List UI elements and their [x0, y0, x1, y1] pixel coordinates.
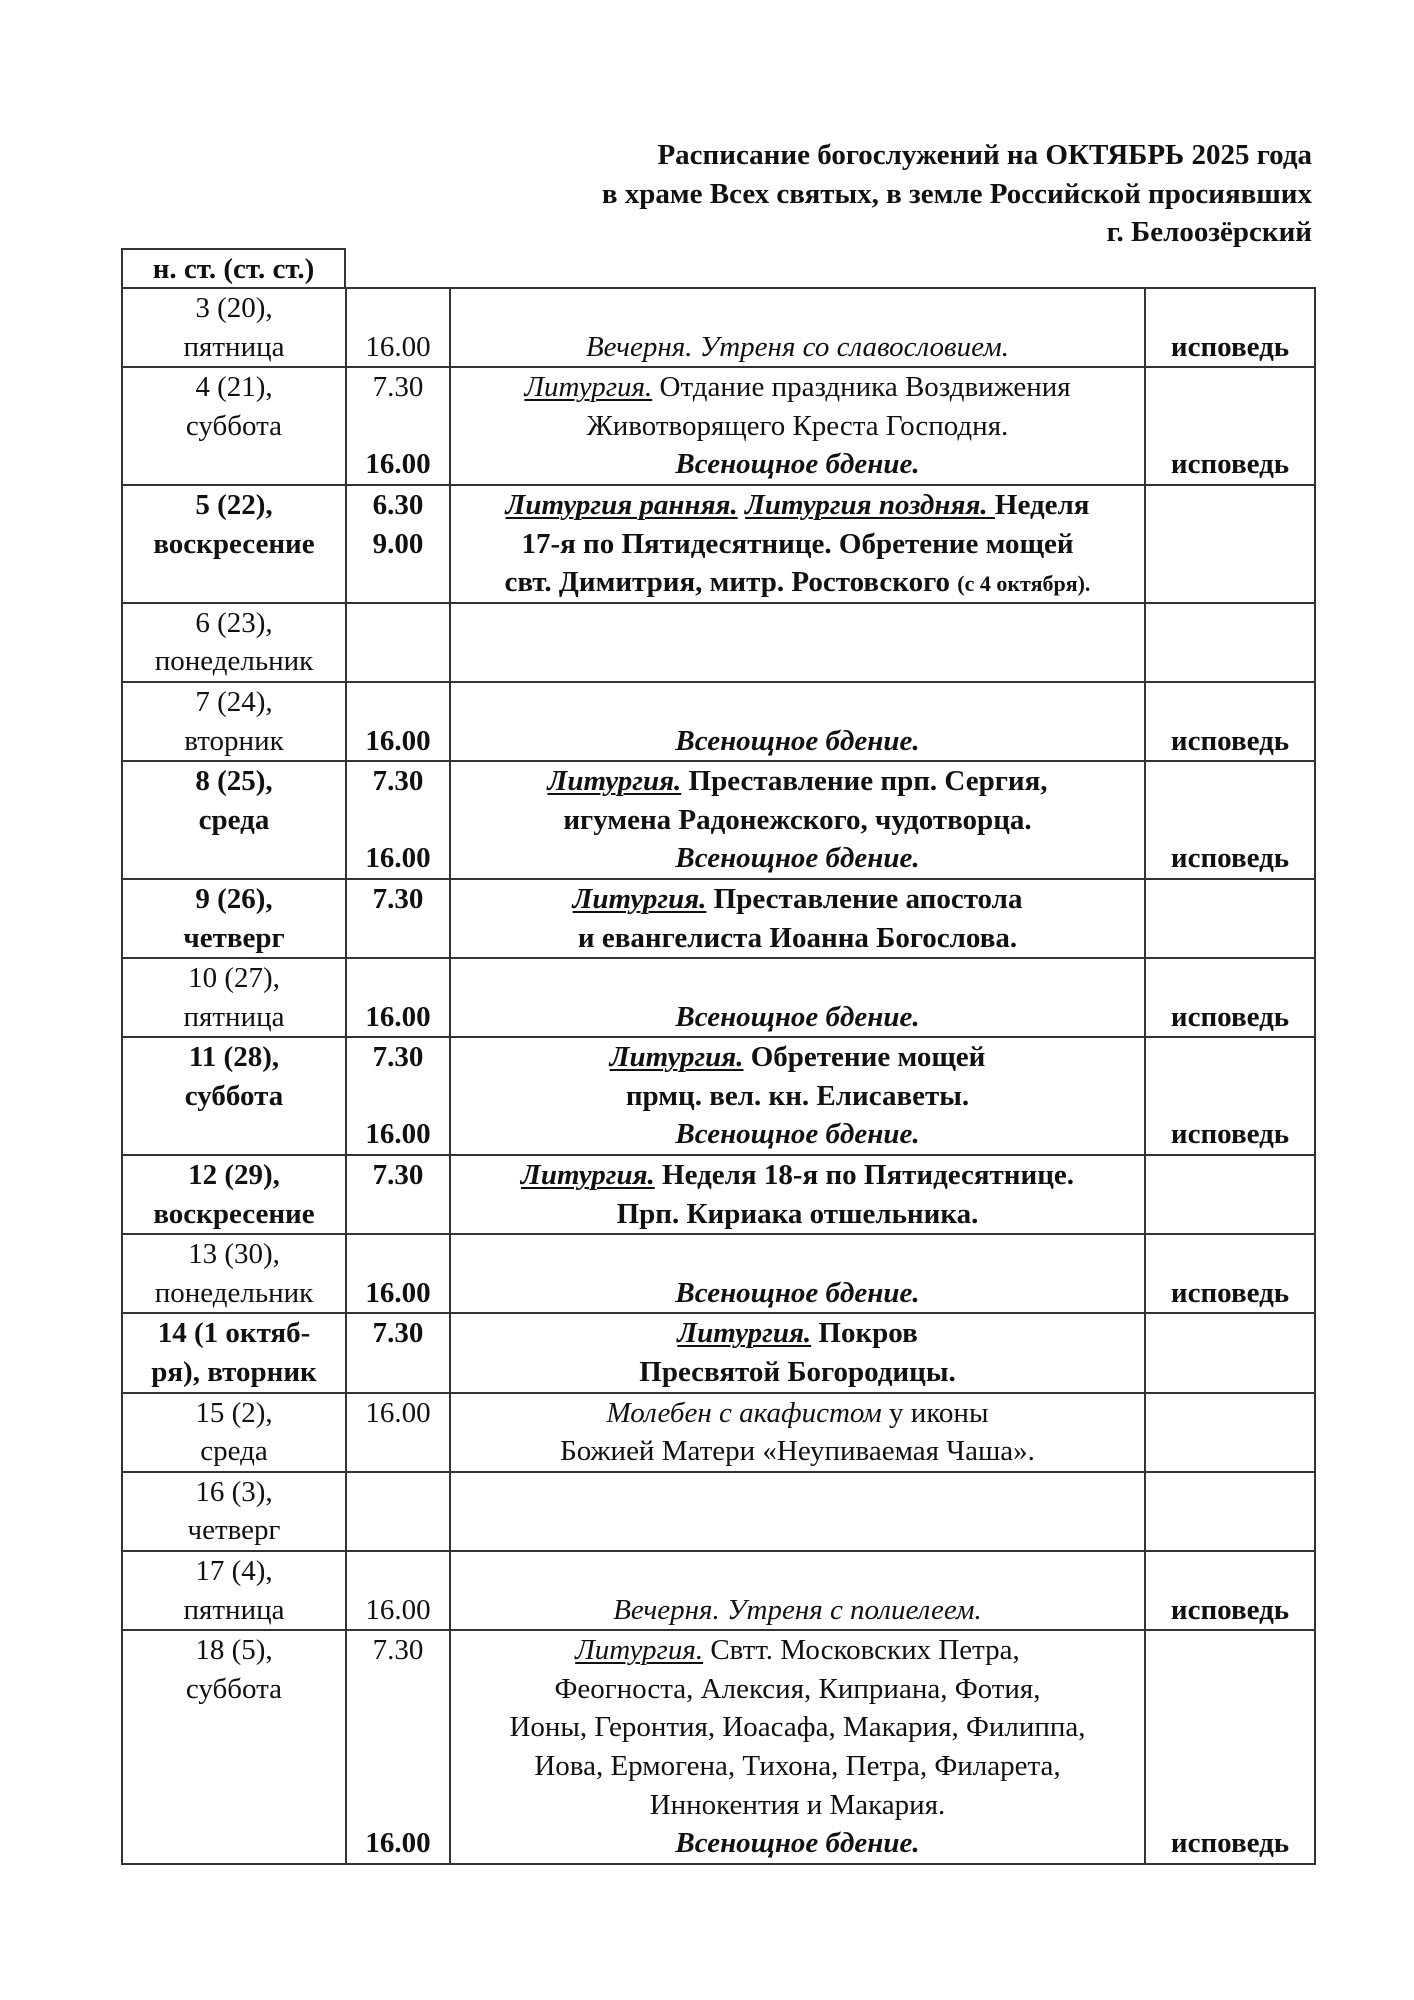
- confession-label: [1146, 486, 1314, 525]
- time-cell: [345, 683, 449, 760]
- time-cell: [345, 880, 449, 957]
- confession-label: исповедь: [1170, 1276, 1290, 1309]
- confession-label: [1146, 762, 1314, 801]
- confession-label: [1146, 525, 1314, 564]
- service-time: 16.00: [365, 1827, 431, 1860]
- date-cell: [123, 1314, 345, 1391]
- confession-label: [1146, 1552, 1314, 1591]
- service-time: [347, 1747, 449, 1786]
- service-text: Свтт. Московских Петра,: [703, 1634, 1020, 1667]
- date-line: 15 (2),: [195, 1396, 273, 1429]
- date-cell: [123, 604, 345, 681]
- service-text: прмц. вел. кн. Елисаветы.: [625, 1079, 970, 1112]
- service-line: [451, 1235, 1144, 1274]
- service-text: и евангелиста Иоанна Богослова.: [577, 921, 1018, 954]
- service-time: [347, 1353, 449, 1392]
- date-line: понедельник: [154, 645, 314, 678]
- confession-label: [1146, 1747, 1314, 1786]
- time-cell: [345, 289, 449, 366]
- table-row: [123, 289, 1314, 366]
- service-text: Всенощное бдение.: [675, 448, 920, 481]
- document-title: [602, 136, 1312, 252]
- date-line: 10 (27),: [188, 962, 280, 995]
- service-text: Литургия.: [575, 1634, 704, 1667]
- confession-cell: [1144, 604, 1314, 681]
- date-cell: [123, 1156, 345, 1233]
- service-text: Вечерня. Утреня со славословием.: [585, 330, 1010, 363]
- service-text: Неделя 18-я по Пятидесятнице.: [654, 1159, 1075, 1192]
- service-time: [347, 1708, 449, 1747]
- confession-label: [1146, 289, 1314, 328]
- service-text: Литургия.: [524, 371, 653, 404]
- service-line: [451, 1824, 1144, 1863]
- service-time: [347, 1552, 449, 1591]
- date-cell: [123, 683, 345, 760]
- time-cell: [345, 1314, 449, 1391]
- confession-cell: [1144, 368, 1314, 484]
- service-line: [451, 998, 1144, 1037]
- service-time: 16.00: [365, 1276, 431, 1309]
- service-line: [451, 839, 1144, 878]
- table-row: [123, 366, 1314, 484]
- service-time: [347, 407, 449, 446]
- service-line: [451, 1314, 1144, 1353]
- confession-cell: [1144, 959, 1314, 1036]
- service-cell: [449, 289, 1144, 366]
- date-line: [123, 839, 345, 878]
- date-line: [123, 1115, 345, 1154]
- service-text: Литургия.: [547, 765, 682, 798]
- confession-label: [1146, 1670, 1314, 1709]
- service-line: [451, 1156, 1144, 1195]
- service-time: 16.00: [365, 1000, 431, 1033]
- service-line: [451, 407, 1144, 446]
- service-text: Неделя: [994, 488, 1090, 521]
- service-cell: [449, 1473, 1144, 1550]
- confession-cell: [1144, 1552, 1314, 1629]
- service-text: Феогноста, Алексия, Киприана, Фотия,: [554, 1672, 1041, 1705]
- service-cell: [449, 1394, 1144, 1471]
- confession-label: исповедь: [1170, 448, 1290, 481]
- confession-cell: [1144, 1631, 1314, 1863]
- service-text: Покров: [811, 1317, 918, 1350]
- service-line: [451, 1077, 1144, 1116]
- service-text: Литургия.: [677, 1317, 812, 1350]
- service-time: [347, 563, 449, 602]
- service-text: у иконы: [881, 1396, 989, 1429]
- date-line: пятница: [183, 1593, 285, 1626]
- confession-label: исповедь: [1170, 330, 1290, 363]
- confession-label: [1146, 1473, 1314, 1512]
- service-line: [451, 1195, 1144, 1234]
- date-line: [123, 1747, 345, 1786]
- service-time: [347, 1235, 449, 1274]
- service-time: 16.00: [365, 1396, 431, 1429]
- service-time: [347, 642, 449, 681]
- time-cell: [345, 486, 449, 602]
- time-cell: [345, 1552, 449, 1629]
- service-text: Литургия ранняя.: [505, 488, 738, 521]
- date-line: [123, 563, 345, 602]
- service-line: [451, 1747, 1144, 1786]
- confession-label: [1146, 1708, 1314, 1747]
- service-line: [451, 563, 1144, 602]
- date-line: воскресение: [153, 527, 315, 560]
- date-line: 7 (24),: [195, 685, 273, 718]
- service-text: Божией Матери «Неупиваемая Чаша».: [560, 1435, 1035, 1468]
- confession-cell: [1144, 1038, 1314, 1154]
- service-time: [347, 604, 449, 643]
- confession-label: [1146, 959, 1314, 998]
- confession-label: [1146, 801, 1314, 840]
- table-row: [123, 1629, 1314, 1863]
- time-cell: [345, 1235, 449, 1312]
- service-cell: [449, 762, 1144, 878]
- service-line: [451, 880, 1144, 919]
- service-text: Всенощное бдение.: [675, 842, 920, 875]
- service-line: [451, 289, 1144, 328]
- service-cell: [449, 368, 1144, 484]
- time-cell: [345, 1156, 449, 1233]
- service-text: Преставление апостола: [706, 882, 1023, 915]
- service-line: [451, 762, 1144, 801]
- service-line: [451, 1274, 1144, 1313]
- service-line: [451, 368, 1144, 407]
- time-cell: [345, 368, 449, 484]
- service-text: Пресвятой Богородицы.: [639, 1356, 956, 1389]
- date-cell: [123, 762, 345, 878]
- confession-label: [1146, 1077, 1314, 1116]
- service-text: Иова, Ермогена, Тихона, Петра, Филарета,: [534, 1749, 1061, 1782]
- service-time: [347, 1511, 449, 1550]
- date-line: суббота: [184, 1079, 284, 1112]
- confession-label: [1146, 1511, 1314, 1550]
- confession-cell: [1144, 486, 1314, 602]
- confession-label: исповедь: [1170, 1118, 1290, 1151]
- service-text: Всенощное бдение.: [675, 1118, 920, 1151]
- time-cell: [345, 1473, 449, 1550]
- date-cell: [123, 1394, 345, 1471]
- date-line: пятница: [183, 330, 285, 363]
- service-line: [451, 683, 1144, 722]
- date-column-header: н. ст. (ст. ст.): [121, 248, 346, 289]
- service-line: [451, 1353, 1144, 1392]
- service-text: Литургия.: [572, 882, 707, 915]
- date-cell: [123, 959, 345, 1036]
- confession-cell: [1144, 289, 1314, 366]
- confession-label: [1146, 1314, 1314, 1353]
- confession-label: исповедь: [1170, 1827, 1290, 1860]
- service-cell: [449, 1314, 1144, 1391]
- confession-label: исповедь: [1170, 842, 1290, 875]
- table-row: [123, 1550, 1314, 1629]
- confession-label: [1146, 1156, 1314, 1195]
- service-time: [347, 1670, 449, 1709]
- date-line: среда: [198, 803, 270, 836]
- table-row: [123, 484, 1314, 602]
- service-time: 16.00: [365, 1593, 431, 1626]
- date-line: понедельник: [154, 1276, 314, 1309]
- service-text: Обретение мощей: [743, 1041, 986, 1074]
- date-line: ря), вторник: [151, 1356, 317, 1389]
- table-row: [123, 878, 1314, 957]
- service-line: [451, 486, 1144, 525]
- confession-label: [1146, 683, 1314, 722]
- service-time: 7.30: [372, 1159, 424, 1192]
- date-line: [123, 445, 345, 484]
- service-line: [451, 1591, 1144, 1630]
- confession-label: [1146, 1195, 1314, 1234]
- service-time: 7.30: [372, 765, 424, 798]
- date-line: [123, 1786, 345, 1825]
- table-row: [123, 1471, 1314, 1550]
- table-row: [123, 1233, 1314, 1312]
- schedule-table: [121, 287, 1316, 1865]
- date-line: вторник: [184, 724, 284, 757]
- confession-cell: [1144, 1473, 1314, 1550]
- confession-label: [1146, 1394, 1314, 1433]
- date-line: воскресение: [153, 1197, 315, 1230]
- date-cell: [123, 1552, 345, 1629]
- table-row: [123, 760, 1314, 878]
- service-text: Отдание праздника Воздвижения: [652, 371, 1071, 404]
- date-cell: [123, 368, 345, 484]
- date-cell: [123, 289, 345, 366]
- service-text: Всенощное бдение.: [675, 724, 920, 757]
- service-time: [347, 289, 449, 328]
- table-row: [123, 1154, 1314, 1233]
- confession-label: [1146, 1038, 1314, 1077]
- service-time: [347, 1077, 449, 1116]
- service-time: [347, 1195, 449, 1234]
- table-row: [123, 1312, 1314, 1391]
- service-text: Всенощное бдение.: [675, 1000, 920, 1033]
- service-time: 7.30: [372, 371, 424, 404]
- date-line: четверг: [187, 1514, 281, 1547]
- service-text: Литургия.: [609, 1041, 744, 1074]
- confession-cell: [1144, 1314, 1314, 1391]
- service-time: 16.00: [365, 330, 431, 363]
- service-line: [451, 328, 1144, 367]
- service-text: (с 4 октября).: [957, 571, 1091, 597]
- confession-label: [1146, 1631, 1314, 1670]
- service-text: Вечерня. Утреня с полиелеем.: [613, 1593, 982, 1626]
- table-row: [123, 957, 1314, 1036]
- confession-label: [1146, 1432, 1314, 1471]
- service-line: [451, 1394, 1144, 1433]
- service-cell: [449, 604, 1144, 681]
- service-text: Всенощное бдение.: [675, 1276, 920, 1309]
- service-text: Всенощное бдение.: [675, 1827, 920, 1860]
- time-cell: [345, 604, 449, 681]
- title-line: г. Белоозёрский: [1106, 216, 1312, 249]
- service-text: Преставление прп. Сергия,: [681, 765, 1048, 798]
- date-line: 11 (28),: [188, 1041, 280, 1074]
- confession-cell: [1144, 1394, 1314, 1471]
- service-time: 16.00: [365, 724, 431, 757]
- date-line: среда: [200, 1435, 268, 1468]
- service-cell: [449, 683, 1144, 760]
- confession-label: [1146, 1353, 1314, 1392]
- date-line: 9 (26),: [195, 882, 273, 915]
- service-line: [451, 919, 1144, 958]
- service-line: [451, 1511, 1144, 1550]
- date-line: 12 (29),: [188, 1159, 280, 1192]
- confession-cell: [1144, 762, 1314, 878]
- date-line: суббота: [185, 1672, 283, 1705]
- service-time: 16.00: [365, 842, 431, 875]
- service-time: 6.30: [372, 488, 424, 521]
- confession-label: исповедь: [1170, 724, 1290, 757]
- service-cell: [449, 880, 1144, 957]
- service-line: [451, 1708, 1144, 1747]
- service-line: [451, 1115, 1144, 1154]
- table-row: [123, 602, 1314, 681]
- service-line: [451, 642, 1144, 681]
- service-text: игумена Радонежского, чудотворца.: [563, 803, 1032, 836]
- service-time: 16.00: [365, 448, 431, 481]
- service-line: [451, 1786, 1144, 1825]
- confession-label: [1146, 1786, 1314, 1825]
- table-row: [123, 1036, 1314, 1154]
- service-cell: [449, 486, 1144, 602]
- service-cell: [449, 1156, 1144, 1233]
- date-line: 8 (25),: [195, 765, 273, 798]
- time-cell: [345, 1394, 449, 1471]
- date-line: [123, 1824, 345, 1863]
- service-text: Литургия поздняя.: [744, 488, 995, 521]
- service-line: [451, 445, 1144, 484]
- confession-label: [1146, 368, 1314, 407]
- service-line: [451, 525, 1144, 564]
- service-line: [451, 959, 1144, 998]
- service-text: Ионы, Геронтия, Иоасафа, Макария, Филиппа,: [509, 1711, 1086, 1744]
- service-time: 7.30: [372, 882, 424, 915]
- service-text: Животворящего Креста Господня.: [586, 409, 1009, 442]
- service-time: [347, 1473, 449, 1512]
- confession-label: [1146, 1235, 1314, 1274]
- service-line: [451, 1432, 1144, 1471]
- date-cell: [123, 880, 345, 957]
- date-line: четверг: [183, 921, 285, 954]
- date-line: 3 (20),: [195, 292, 273, 324]
- service-text: [738, 489, 745, 521]
- date-line: 18 (5),: [195, 1634, 273, 1667]
- date-line: 16 (3),: [195, 1475, 273, 1508]
- table-row: [123, 1392, 1314, 1471]
- service-time: [347, 683, 449, 722]
- service-text: 17-я по Пятидесятнице. Обретение мощей: [521, 527, 1074, 560]
- confession-cell: [1144, 1235, 1314, 1312]
- service-time: 7.30: [372, 1634, 424, 1667]
- date-line: 13 (30),: [188, 1238, 280, 1271]
- confession-label: [1146, 642, 1314, 681]
- date-cell: [123, 486, 345, 602]
- confession-label: [1146, 919, 1314, 958]
- service-line: [451, 1670, 1144, 1709]
- confession-label: исповедь: [1170, 1593, 1290, 1626]
- date-cell: [123, 1473, 345, 1550]
- date-cell: [123, 1631, 345, 1863]
- service-cell: [449, 1235, 1144, 1312]
- service-text: Иннокентия и Макария.: [649, 1788, 946, 1821]
- service-text: Литургия.: [520, 1159, 655, 1192]
- date-line: 17 (4),: [195, 1555, 273, 1587]
- confession-cell: [1144, 1156, 1314, 1233]
- title-line: в храме Всех святых, в земле Российской просиявших: [601, 177, 1312, 210]
- service-time: 16.00: [365, 1118, 431, 1151]
- service-time: 7.30: [372, 1041, 424, 1074]
- service-time: [347, 1786, 449, 1825]
- date-line: суббота: [185, 409, 283, 442]
- service-line: [451, 1552, 1144, 1591]
- time-cell: [345, 959, 449, 1036]
- date-line: 4 (21),: [195, 371, 273, 404]
- service-cell: [449, 1631, 1144, 1863]
- service-time: 7.30: [372, 1317, 424, 1350]
- time-cell: [345, 762, 449, 878]
- service-line: [451, 722, 1144, 761]
- service-line: [451, 801, 1144, 840]
- service-cell: [449, 1038, 1144, 1154]
- confession-label: [1146, 604, 1314, 643]
- title-line: Расписание богослужений на ОКТЯБРЬ 2025 года: [657, 139, 1312, 171]
- confession-label: [1146, 563, 1314, 602]
- service-text: Прп. Кириака отшельника.: [616, 1197, 979, 1230]
- service-time: [347, 801, 449, 840]
- service-time: [347, 919, 449, 958]
- date-cell: [123, 1235, 345, 1312]
- date-line: 6 (23),: [195, 606, 273, 639]
- table-row: [123, 681, 1314, 760]
- time-cell: [345, 1038, 449, 1154]
- date-cell: [123, 1038, 345, 1154]
- service-time: [347, 959, 449, 998]
- confession-label: исповедь: [1170, 1000, 1290, 1033]
- date-line: пятница: [183, 1000, 285, 1033]
- service-cell: [449, 1552, 1144, 1629]
- date-line: [123, 1708, 345, 1747]
- service-line: [451, 1631, 1144, 1670]
- date-line: 5 (22),: [195, 488, 273, 521]
- date-line: 14 (1 октяб-: [157, 1317, 311, 1350]
- confession-label: [1146, 880, 1314, 919]
- confession-cell: [1144, 880, 1314, 957]
- service-text: свт. Димитрия, митр. Ростовского: [504, 566, 958, 599]
- service-line: [451, 1473, 1144, 1512]
- service-line: [451, 1038, 1144, 1077]
- service-cell: [449, 959, 1144, 1036]
- service-line: [451, 604, 1144, 643]
- confession-cell: [1144, 683, 1314, 760]
- service-text: Молебен с акафистом: [606, 1396, 882, 1429]
- confession-label: [1146, 407, 1314, 446]
- service-time: [347, 1432, 449, 1471]
- time-cell: [345, 1631, 449, 1863]
- service-time: 9.00: [372, 527, 424, 560]
